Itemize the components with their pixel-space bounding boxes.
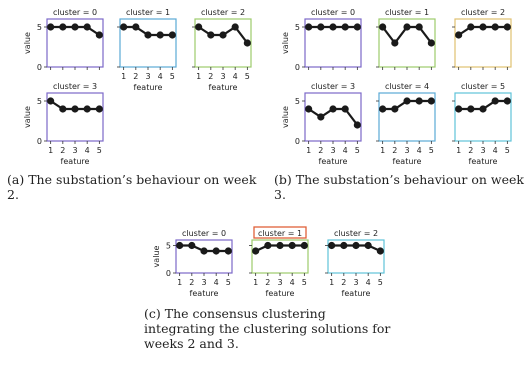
data-point-a-1-2 [132,23,139,30]
x-tick-label-b-4-1: 1 [380,146,386,155]
data-point-b-4-4 [416,97,423,104]
y-tick-label-a-3-0: 0 [36,137,42,146]
data-point-b-2-3 [479,23,486,30]
data-point-c-0-5 [225,247,232,254]
x-tick-label-a-1-1: 1 [121,72,127,81]
data-point-b-3-4 [342,105,349,112]
subplot-frame-a-3 [47,93,103,141]
data-point-a-1-3 [144,31,151,38]
data-point-b-4-1 [379,105,386,112]
x-axis-label-a-1: feature [133,83,163,92]
data-point-c-2-2 [340,242,347,249]
data-point-b-0-1 [305,23,312,30]
data-point-c-2-5 [377,247,384,254]
x-axis-label-c-2: feature [341,289,371,298]
x-tick-label-c-2-4: 4 [365,278,371,287]
x-tick-label-b-5-1: 1 [456,146,462,155]
x-axis-label-b-5: feature [468,157,498,166]
data-point-b-5-4 [492,97,499,104]
caption-b [274,172,524,202]
y-axis-label-b-0: value [281,32,290,54]
y-tick-label-b-0-5: 5 [294,23,300,32]
x-tick-label-a-2-1: 1 [196,72,202,81]
x-tick-label-a-3-1: 1 [48,146,54,155]
data-point-a-3-3 [71,105,78,112]
x-tick-label-b-4-3: 3 [404,146,410,155]
data-point-a-3-2 [59,105,66,112]
data-point-a-0-5 [96,31,103,38]
subplot-title-a-1: cluster = 1 [125,8,171,17]
data-point-b-2-5 [504,23,511,30]
data-point-b-1-2 [391,39,398,46]
y-axis-label-c-0: value [152,245,161,268]
x-axis-label-b-3: feature [318,157,348,166]
subplot-title-c-1: cluster = 1 [257,229,303,238]
subplot-title-b-4: cluster = 4 [384,82,430,91]
y-tick-label-b-3-0: 0 [294,137,300,146]
data-point-a-1-4 [157,31,164,38]
x-tick-label-b-4-2: 2 [392,146,398,155]
x-tick-label-b-4-5: 5 [428,146,434,155]
x-tick-label-c-1-4: 4 [289,278,295,287]
data-point-a-2-1 [195,23,202,30]
data-point-a-2-3 [219,31,226,38]
subplot-title-b-5: cluster = 5 [460,82,506,91]
x-tick-label-a-1-4: 4 [157,72,163,81]
x-tick-label-a-2-5: 5 [244,72,250,81]
data-point-c-1-4 [289,242,296,249]
subplot-title-c-0: cluster = 0 [181,229,227,238]
data-point-a-2-4 [232,23,239,30]
data-point-b-3-3 [329,105,336,112]
y-axis-label-a-0: value [23,32,32,54]
subplot-title-b-1: cluster = 1 [384,8,430,17]
x-tick-label-b-5-2: 2 [468,146,474,155]
x-tick-label-b-5-3: 3 [480,146,486,155]
subplot-title-b-2: cluster = 2 [460,8,506,17]
caption-c-text: The consensus clustering integrating the clustering solutions for weeks 2 and 3. [144,306,391,351]
data-point-b-5-1 [455,105,462,112]
data-point-c-1-2 [264,242,271,249]
data-point-b-4-3 [403,97,410,104]
x-tick-label-b-5-4: 4 [492,146,498,155]
data-point-b-3-5 [354,121,361,128]
subplot-title-a-3: cluster = 3 [52,82,98,91]
x-tick-label-a-2-4: 4 [232,72,238,81]
x-axis-label-b-4: feature [392,157,422,166]
y-tick-label-a-0-0: 0 [36,63,42,72]
y-tick-label-c-0-5: 5 [165,241,171,251]
x-tick-label-a-1-3: 3 [145,72,151,81]
data-point-b-5-2 [467,105,474,112]
x-tick-label-b-5-5: 5 [504,146,510,155]
caption-b-label: (b) [274,172,292,187]
y-tick-label-b-3-5: 5 [294,97,300,106]
data-point-b-3-1 [305,105,312,112]
x-tick-label-c-2-5: 5 [377,278,383,287]
data-point-a-0-1 [47,23,54,30]
data-point-a-3-1 [47,97,54,104]
x-tick-label-c-0-4: 4 [213,278,219,287]
x-tick-label-a-3-4: 4 [84,146,90,155]
y-tick-label-a-3-5: 5 [36,97,42,106]
x-tick-label-c-2-2: 2 [341,278,347,287]
data-point-c-0-2 [188,242,195,249]
y-axis-label-a-3: value [23,106,32,128]
data-point-c-2-1 [328,242,335,249]
x-tick-label-c-1-3: 3 [277,278,283,287]
subplot-title-c-2: cluster = 2 [333,229,379,238]
x-tick-label-a-2-2: 2 [208,72,214,81]
data-point-a-0-4 [84,23,91,30]
data-point-c-2-4 [365,242,372,249]
x-tick-label-b-4-4: 4 [416,146,422,155]
x-tick-label-c-0-2: 2 [189,278,195,287]
x-axis-label-a-2: feature [208,83,238,92]
x-tick-label-c-1-5: 5 [301,278,307,287]
data-point-a-3-4 [84,105,91,112]
caption-c-label: (c) [144,306,161,321]
x-tick-label-c-0-3: 3 [201,278,207,287]
x-tick-label-c-2-1: 1 [329,278,335,287]
data-point-a-1-5 [169,31,176,38]
subplot-title-b-3: cluster = 3 [310,82,356,91]
data-point-c-0-3 [200,247,207,254]
data-point-b-5-3 [479,105,486,112]
data-point-b-2-4 [492,23,499,30]
x-tick-label-a-1-2: 2 [133,72,139,81]
data-point-b-0-5 [354,23,361,30]
data-point-b-3-2 [317,113,324,120]
data-point-b-1-4 [416,23,423,30]
data-point-b-0-2 [317,23,324,30]
x-tick-label-b-3-4: 4 [342,146,348,155]
x-tick-label-c-0-5: 5 [225,278,231,287]
x-tick-label-a-3-3: 3 [72,146,78,155]
caption-b-text: The substation’s behaviour on week 3. [274,172,524,202]
data-point-b-5-5 [504,97,511,104]
x-tick-label-c-1-1: 1 [253,278,259,287]
data-point-a-1-1 [120,23,127,30]
subplot-title-b-0: cluster = 0 [310,8,356,17]
subplot-title-a-2: cluster = 2 [200,8,246,17]
data-point-a-0-2 [59,23,66,30]
data-point-c-1-5 [301,242,308,249]
subplot-frame-a-2 [195,19,251,67]
data-point-c-1-3 [276,242,283,249]
data-point-a-0-3 [71,23,78,30]
data-point-a-3-5 [96,105,103,112]
x-tick-label-b-3-5: 5 [354,146,360,155]
data-point-a-2-2 [207,31,214,38]
x-tick-label-c-0-1: 1 [177,278,183,287]
data-point-b-1-5 [428,39,435,46]
y-tick-label-a-0-5: 5 [36,23,42,32]
data-point-c-0-4 [213,247,220,254]
data-point-b-0-3 [329,23,336,30]
data-point-b-4-2 [391,105,398,112]
caption-c [144,306,394,351]
x-tick-label-a-3-2: 2 [60,146,66,155]
subplot-title-a-0: cluster = 0 [52,8,98,17]
x-tick-label-c-2-3: 3 [353,278,359,287]
caption-a-text: The substation’s behaviour on week 2. [7,172,257,202]
x-tick-label-b-3-2: 2 [318,146,324,155]
y-tick-label-b-0-0: 0 [294,63,300,72]
x-tick-label-a-3-5: 5 [96,146,102,155]
x-axis-label-c-1: feature [265,289,295,298]
data-point-b-1-3 [403,23,410,30]
y-axis-label-b-3: value [281,106,290,128]
data-point-c-1-1 [252,247,259,254]
x-axis-label-c-0: feature [189,289,219,298]
data-point-b-2-2 [467,23,474,30]
x-tick-label-a-2-3: 3 [220,72,226,81]
x-tick-label-c-1-2: 2 [265,278,271,287]
x-tick-label-b-3-1: 1 [306,146,312,155]
x-tick-label-a-1-5: 5 [169,72,175,81]
x-tick-label-b-3-3: 3 [330,146,336,155]
x-axis-label-a-3: feature [60,157,90,166]
data-point-c-0-1 [176,242,183,249]
caption-a [7,172,262,202]
data-point-b-2-1 [455,31,462,38]
caption-a-label: (a) [7,172,25,187]
y-tick-label-c-0-0: 0 [165,269,171,278]
data-point-c-2-3 [352,242,359,249]
data-point-b-4-5 [428,97,435,104]
data-point-a-2-5 [244,39,251,46]
data-point-b-1-1 [379,23,386,30]
data-point-b-0-4 [342,23,349,30]
